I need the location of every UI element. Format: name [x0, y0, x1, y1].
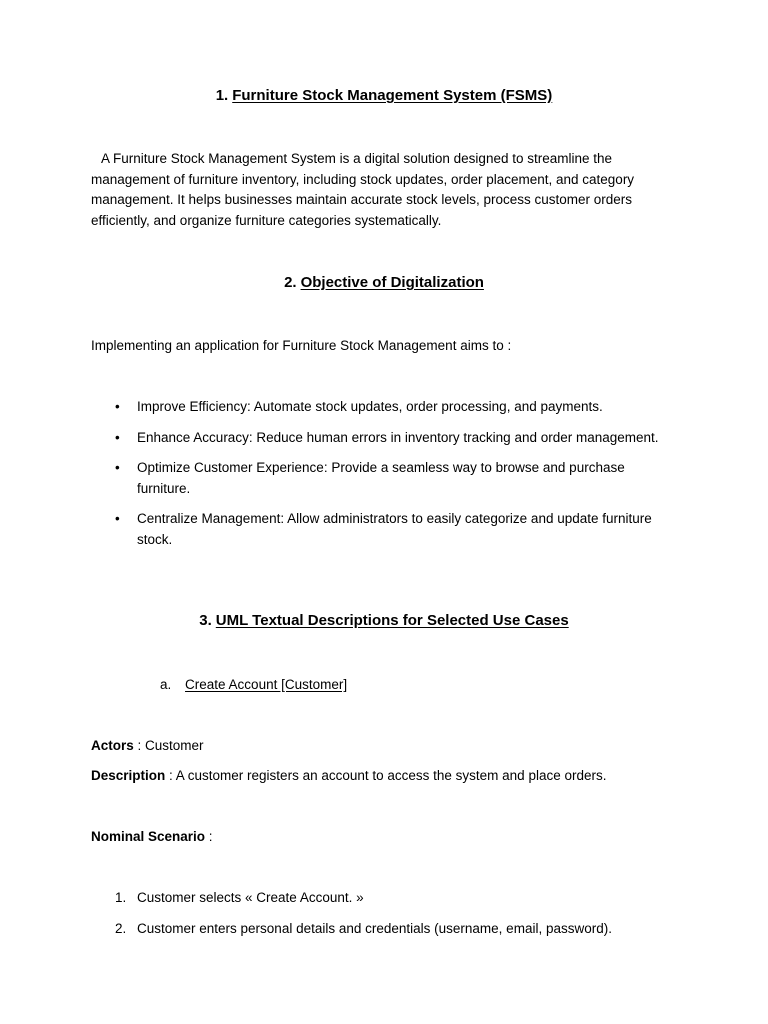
actors-line [91, 736, 681, 757]
section-1-heading [0, 86, 768, 107]
section-2-title: Objective of Digitalization [300, 274, 484, 291]
step-text: Customer selects « Create Account. » [137, 890, 364, 905]
actors-label: Actors [91, 738, 134, 753]
usecase-heading [160, 675, 347, 696]
list-item-text: Optimize Customer Experience: Provide a seamless way to browse and purchase furniture. [137, 460, 625, 496]
list-item [91, 428, 681, 449]
list-item [91, 888, 681, 909]
actors-value: : Customer [133, 738, 204, 753]
description-line [91, 766, 681, 787]
section-2-heading [0, 273, 768, 294]
section-2-number: 2. [284, 274, 297, 291]
section-3-heading [0, 611, 768, 632]
list-item-text: Enhance Accuracy: Reduce human errors in inventory tracking and order management. [137, 429, 659, 445]
list-item-text: Improve Efficiency: Automate stock updates, order processing, and payments. [137, 399, 603, 414]
nominal-suffix: : [205, 829, 213, 844]
nominal-label: Nominal Scenario [91, 829, 206, 844]
section-2-intro: Implementing an application for Furniture Stock Management aims to : [91, 338, 512, 353]
section-1-title: Furniture Stock Management System (FSMS) [232, 87, 553, 104]
description-label: Description [91, 768, 166, 783]
bullet-icon: • [115, 511, 120, 526]
list-item [91, 397, 681, 418]
list-item [91, 458, 681, 499]
list-item-text: Centralize Management: Allow administrators to easily categorize and update furniture stock. [137, 511, 652, 547]
usecase-marker: a. [160, 677, 172, 692]
step-number: 1. [115, 890, 127, 905]
objective-list [91, 397, 681, 560]
usecase-title: Create Account [Customer] [185, 677, 348, 692]
list-item [91, 919, 681, 940]
description-value: : A customer registers an account to access the system and place orders. [165, 768, 607, 783]
scenario-steps [91, 888, 681, 949]
bullet-icon: • [115, 460, 120, 475]
step-number: 2. [115, 920, 127, 936]
section-3-title: UML Textual Descriptions for Selected Use Cases [215, 612, 569, 629]
section-3-number: 3. [199, 612, 212, 629]
section-1-number: 1. [215, 87, 229, 104]
section-1-body: A Furniture Stock Management System is a digital solution designed to streamline the management of furniture inventory, including stock updates, order placement, and category management. It helps businesses maintain accurate stock levels, process customer orders efficiently, and organize furniture categories systematically. [91, 151, 635, 228]
list-item [91, 509, 681, 550]
bullet-icon: • [115, 399, 120, 414]
nominal-scenario-line [91, 827, 681, 848]
step-text: Customer enters personal details and credentials (username, email, password). [137, 920, 612, 936]
bullet-icon: • [115, 429, 120, 445]
